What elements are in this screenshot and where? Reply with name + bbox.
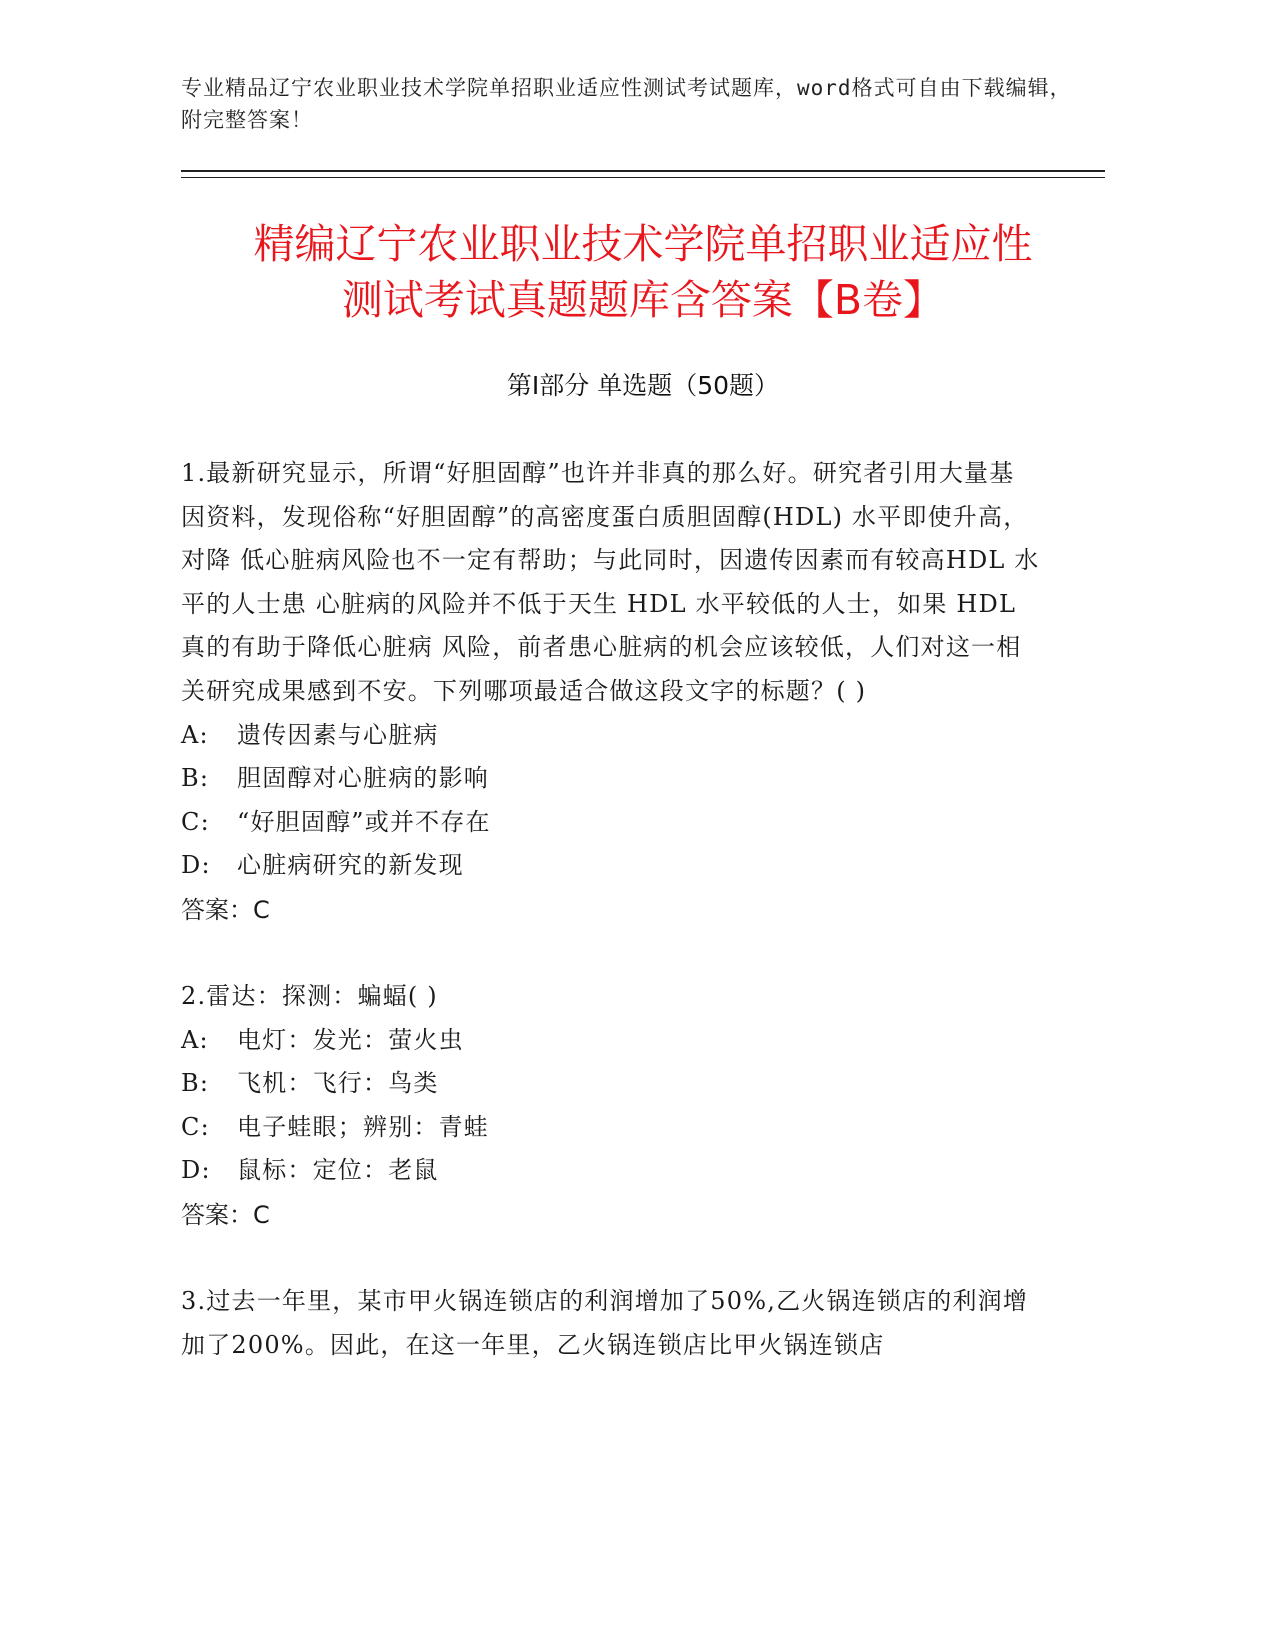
question-stem: 2.雷达：探测：蝙蝠( ) [181,981,438,1010]
option-letter: C: [181,807,210,836]
option-d [181,844,1041,888]
option-letter: A: [181,720,209,749]
header-rule-thin [181,177,1105,178]
question-2 [181,975,1041,1237]
option-a [181,1019,1041,1063]
header-rule-thick [181,170,1105,172]
option-a [181,714,1041,758]
option-b [181,1062,1041,1106]
section-title: 第Ⅰ部分 单选题（50题） [506,371,780,400]
option-letter: A: [181,1025,209,1054]
document-title [181,216,1105,328]
question-1 [181,452,1041,932]
option-text: 胆固醇对心脏病的影响 [237,764,489,793]
question-stem: 3.过去一年里，某市甲火锅连锁店的利润增加了50%,乙火锅连锁店的利润增 加了200%。因此，在这一年里，乙火锅连锁店比甲火锅连锁店 [181,1286,1029,1359]
option-text: 电灯：发光：萤火虫 [237,1025,464,1054]
option-d [181,1149,1041,1193]
option-text: 心脏病研究的新发现 [237,851,464,880]
header-note: 专业精品辽宁农业职业技术学院单招职业适应性测试考试题库，word格式可自由下载编辑，附完整答案！ [181,76,1072,132]
option-c [181,1106,1041,1150]
option-text: 电子蛙眼；辨别：青蛙 [237,1112,489,1141]
option-letter: B: [181,764,210,793]
option-letter: D: [181,1156,211,1185]
document-title-line-1: 精编辽宁农业职业技术学院单招职业适应性 [253,220,1033,268]
option-letter: B: [181,1069,210,1098]
option-text: 遗传因素与心脏病 [237,720,439,749]
answer-line: 答案：C [181,895,270,924]
question-list [181,452,1041,1367]
option-letter: C: [181,1112,210,1141]
option-letter: D: [181,851,211,880]
option-c [181,801,1041,845]
option-text: “好胆固醇”或并不存在 [237,807,491,836]
option-text: 飞机：飞行：鸟类 [237,1069,439,1098]
answer-line: 答案：C [181,1200,270,1229]
option-b [181,757,1041,801]
question-3 [181,1280,1041,1367]
question-stem: 1.最新研究显示，所谓“好胆固醇”也许并非真的那么好。研究者引用大量基 因资料，发现俗称“好胆固醇”的高密度蛋白质胆固醇(HDL) 水平即使升高，对降 低心脏病风险也不一定有帮助；与此同时，因遗传因素而有较高HDL 水平的人士患 心脏病的风险并不低于天生 HDL 水平较低的人士，如果 HDL 真的有助于降低心脏病 风险，前者患心脏病的机会应该较低，人们对这一相关研究成果感到不安。下列哪项最适合做这段文字的标题？( ) [181,459,1040,705]
document-title-line-2: 测试考试真题题库含答案【B卷】 [341,276,945,324]
option-text: 鼠标：定位：老鼠 [237,1156,439,1185]
